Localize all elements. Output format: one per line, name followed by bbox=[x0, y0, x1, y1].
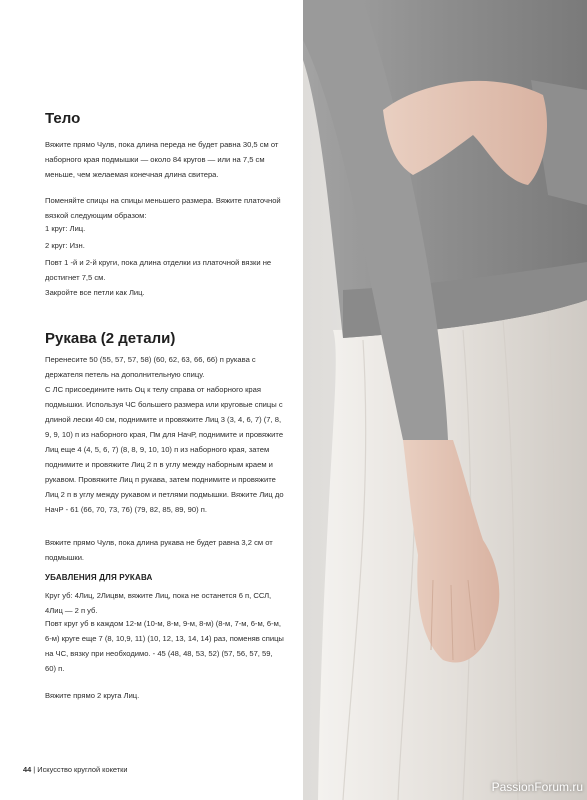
model-photo bbox=[303, 0, 587, 800]
body-paragraph: 1 круг: Лиц. bbox=[45, 224, 86, 233]
decrease-paragraph: Вяжите прямо 2 круга Лиц. bbox=[45, 691, 140, 700]
body-paragraph: 2 круг: Изн. bbox=[45, 241, 85, 250]
sleeves-section-title: Рукава (2 детали) bbox=[45, 330, 176, 347]
photo-illustration bbox=[303, 0, 587, 800]
body-section-title: Тело bbox=[45, 110, 81, 127]
body-paragraph: Закройте все петли как Лиц. bbox=[45, 288, 145, 297]
decrease-paragraph: Круг уб: 4Лиц, 2Лицвм, вяжите Лиц, пока не останется 6 п, ССЛ, 4Лиц — 2 п уб. bbox=[45, 591, 272, 615]
watermark: PassionForum.ru bbox=[491, 780, 583, 794]
sleeves-paragraph: Вяжите прямо Чулв, пока длина рукава не будет равна 3,2 см от подмышки. bbox=[45, 538, 273, 562]
page-number: 44 bbox=[23, 765, 32, 774]
sleeves-paragraph: Перенесите 50 (55, 57, 57, 58) (60, 62, 63, 66, 66) п рукава с держателя петель на дополнительную спицу. bbox=[45, 355, 256, 379]
body-paragraph: Вяжите прямо Чулв, пока длина переда не будет равна 30,5 см от наборного края подмышки — около 84 кругов — или на 7,5 см меньше, чем желаемая конечная длина свитера. bbox=[45, 140, 279, 179]
footer-separator: | bbox=[33, 765, 36, 774]
body-paragraph: Поменяйте спицы на спицы меньшего размера. Вяжите платочной вязкой следующим образом: bbox=[45, 196, 281, 220]
body-paragraph: Повт 1 -й и 2-й круги, пока длина отделки из платочной вязки не достигнет 7,5 см. bbox=[45, 258, 272, 282]
decrease-section-title: УБАВЛЕНИЯ ДЛЯ РУКАВА bbox=[45, 573, 153, 582]
decrease-paragraph: Повт круг уб в каждом 12-м (10-м, 8-м, 9-м, 8-м) (8-м, 7-м, 6-м, 6-м, 6-м) круге еще 7 (8, 10,9, 11) (10, 12, 13, 14, 14) раз, поменяв спицы на ЧС, вязку при необходимо. - 45 (48, 48, 53, 52) (57, 56, 57, 59, 60) п. bbox=[45, 619, 284, 673]
sleeves-paragraph: С ЛС присоедините нить Оц к телу справа от наборного края подмышки. Используя ЧС большего размера или круговые спицы с длиной лески 40 см, поднимите и провяжите Лиц 3 (3, 4, 6, 7) (7, 8, 9, 9, 10) п из наборного края, Пм для НачР, поднимите и провяжите Лиц еще 4 (4, 5, 6, 7) (8, 8, 9, 10, 10) п из наборного края, затем поднимите и провяжите Лиц 2 п в углу между наборным краем и рукавом. Провяжите Лиц п рукава, затем поднимите и провяжите Лиц 2 п в углу между рукавом и петлями подмышки. Вяжите Лиц до НачР - 61 (66, 70, 73, 76) (79, 82, 85, 89, 90) п. bbox=[45, 385, 284, 514]
page-footer bbox=[23, 765, 128, 774]
magazine-title: Искусство круглой кокетки bbox=[37, 765, 128, 774]
